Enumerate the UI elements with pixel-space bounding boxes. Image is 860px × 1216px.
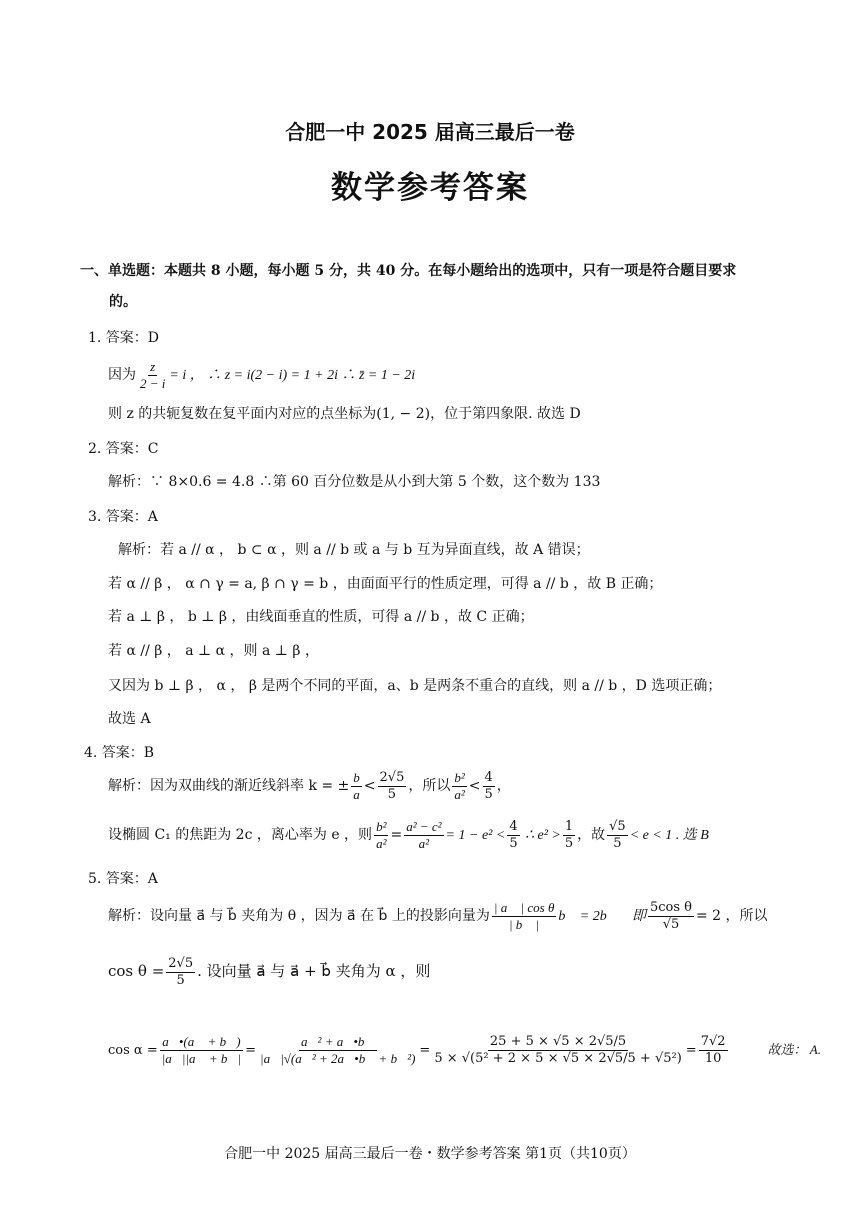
q4-text: 解析：因为双曲线的渐近线斜率 k = ± bbox=[108, 778, 350, 794]
q3-solution-line6: 故选 A bbox=[108, 711, 151, 727]
q5-answer: 5. 答案：A bbox=[88, 871, 158, 887]
q5-fraction: $\frac{a⃗•(a⃗ + b⃗)}{|a⃗||a⃗ + b⃗|}$ bbox=[161, 1034, 242, 1066]
q4-text: 设椭圆 C₁ 的焦距为 2c ，离心率为 e ，则 bbox=[108, 827, 373, 843]
q4-fraction: $\frac{2√5}{5}$ bbox=[379, 769, 405, 802]
q4-text: ， bbox=[496, 778, 511, 794]
q4-solution-line2 bbox=[108, 815, 709, 856]
section-heading-cont: 的。 bbox=[109, 294, 137, 310]
q4-text: = bbox=[390, 827, 403, 843]
q4-text: < bbox=[468, 778, 481, 794]
q4-fraction: $\frac{\text{b²}}{\text{a²}}$ bbox=[376, 818, 387, 851]
q3-answer: 3. 答案：A bbox=[88, 509, 158, 525]
q5-text: = bbox=[685, 1043, 697, 1058]
q4-fraction: $\frac{4}{5}$ bbox=[484, 769, 493, 802]
document-heading: 数学参考答案 bbox=[331, 170, 529, 206]
exam-title: 合肥一中 2025 届高三最后一卷 bbox=[285, 120, 575, 144]
section-heading: 一、单选题：本题共 8 小题，每小题 5 分，共 40 分。在每小题给出的选项中，只有一项是符合题目要求 bbox=[80, 263, 737, 279]
q5-solution-line2 bbox=[108, 949, 430, 993]
q5-text: 故选： A. bbox=[767, 1042, 821, 1057]
q5-text: cos θ = bbox=[108, 962, 165, 980]
q5-fraction: $\frac{2√5}{5}$ bbox=[168, 955, 194, 988]
q5-text: = bbox=[245, 1043, 257, 1058]
q4-text: < bbox=[363, 778, 376, 794]
q1-text: = i ， ∴ z = i(2 − i) = 1 + 2i ∴ z̄ = 1 − 2i bbox=[169, 368, 416, 383]
q5-fraction: $\frac{25 + 5 \times √5 \times 2√5/5}{\text{5 × √(5² + 2 × 5 × √5 × 2√5/5 + √5²)}}$ bbox=[434, 1034, 682, 1066]
q2-solution-line1: 解析：∵ 8×0.6 = 4.8 ∴第 60 百分位数是从小到大第 5 个数，这个数为 133 bbox=[108, 474, 601, 490]
q3-solution-line3: 若 a ⊥ β ， b ⊥ β ，由线面垂直的性质，可得 a // b ，故 C 正确； bbox=[108, 609, 534, 625]
q1-text: 因为 bbox=[108, 367, 136, 383]
q3-solution-line5: 又因为 b ⊥ β ， α ， β 是两个不同的平面，a、b 是两条不重合的直线，则 a // b ，D 选项正确； bbox=[108, 678, 722, 694]
q2-answer: 2. 答案：C bbox=[88, 441, 159, 457]
q4-fraction: $\frac{\text{b²}}{\text{a²}}$ bbox=[454, 769, 465, 802]
q4-fraction: $\frac{\text{a² − c²}}{\text{a²}}$ bbox=[406, 818, 442, 851]
page-footer: 合肥一中 2025 届高三最后一卷・数学参考答案 第1页（共10页） bbox=[224, 1146, 636, 1162]
q5-fraction: $\frac{7√2}{10}$ bbox=[700, 1034, 726, 1066]
q1-fraction: $\frac{z}{2 - i}$ bbox=[140, 358, 166, 391]
q5-text: cos α = bbox=[108, 1043, 158, 1058]
q5-fraction: $\frac{\text{| a⃗ | cos θ}}{| b⃗ |}$ bbox=[493, 899, 555, 932]
q5-fraction: $\frac{\text{a⃗² + a⃗•b⃗}}{\text{|a⃗|√(a⃗² + 2a⃗•b⃗ + b⃗²)}}$ bbox=[260, 1034, 416, 1066]
q4-text: ，所以 bbox=[408, 778, 451, 794]
q1-solution-line1 bbox=[108, 358, 415, 393]
q5-solution-line1 bbox=[108, 896, 768, 937]
q5-text: b⃗ = 2b⃗ ，即 bbox=[558, 909, 646, 924]
q3-solution-line2: 若 α // β ， α ∩ γ = a, β ∩ γ = b ，由面面平行的性质定理，可得 a // b ，故 B 正确； bbox=[108, 576, 663, 592]
q4-fraction: $\frac{b}{a}$ bbox=[353, 769, 360, 802]
q5-text: . 设向量 a⃗ 与 a⃗ + b⃗ 夹角为 α ，则 bbox=[197, 962, 431, 980]
q5-text: 解析：设向量 a⃗ 与 b⃗ 夹角为 θ ，因为 a⃗ 在 b⃗ 上的投影向量为 bbox=[108, 908, 490, 924]
q4-text: ∴ e² > bbox=[521, 828, 561, 843]
q5-text: = bbox=[419, 1043, 431, 1058]
q5-text: = 2 ，所以 bbox=[696, 908, 768, 924]
q4-solution-line1 bbox=[108, 768, 511, 804]
q4-text: ，故 bbox=[577, 827, 606, 843]
q4-fraction: $\frac{4}{5}$ bbox=[509, 818, 518, 851]
q3-solution-line1: 解析：若 a // α ， b ⊂ α ，则 a // b 或 a 与 b 互为异面直线，故 A 错误； bbox=[118, 542, 590, 558]
q4-fraction: $\frac{√5}{5}$ bbox=[609, 818, 626, 851]
q4-answer: 4. 答案：B bbox=[84, 745, 155, 761]
q1-answer: 1. 答案：D bbox=[88, 330, 160, 346]
q4-fraction: $\frac{1}{5}$ bbox=[564, 818, 574, 851]
q5-fraction: $\frac{\text{5cos θ}}{√5}$ bbox=[649, 899, 692, 932]
q4-text: = 1 − e² < bbox=[445, 828, 506, 843]
q1-solution-line2: 则 z 的共轭复数在复平面内对应的点坐标为(1, − 2)，位于第四象限. 故选 D bbox=[108, 406, 581, 422]
q5-solution-line3 bbox=[108, 1025, 821, 1076]
q4-text: < e < 1 . 选 B bbox=[629, 828, 709, 843]
q3-solution-line4: 若 α // β ， a ⊥ α ，则 a ⊥ β ， bbox=[108, 643, 319, 659]
